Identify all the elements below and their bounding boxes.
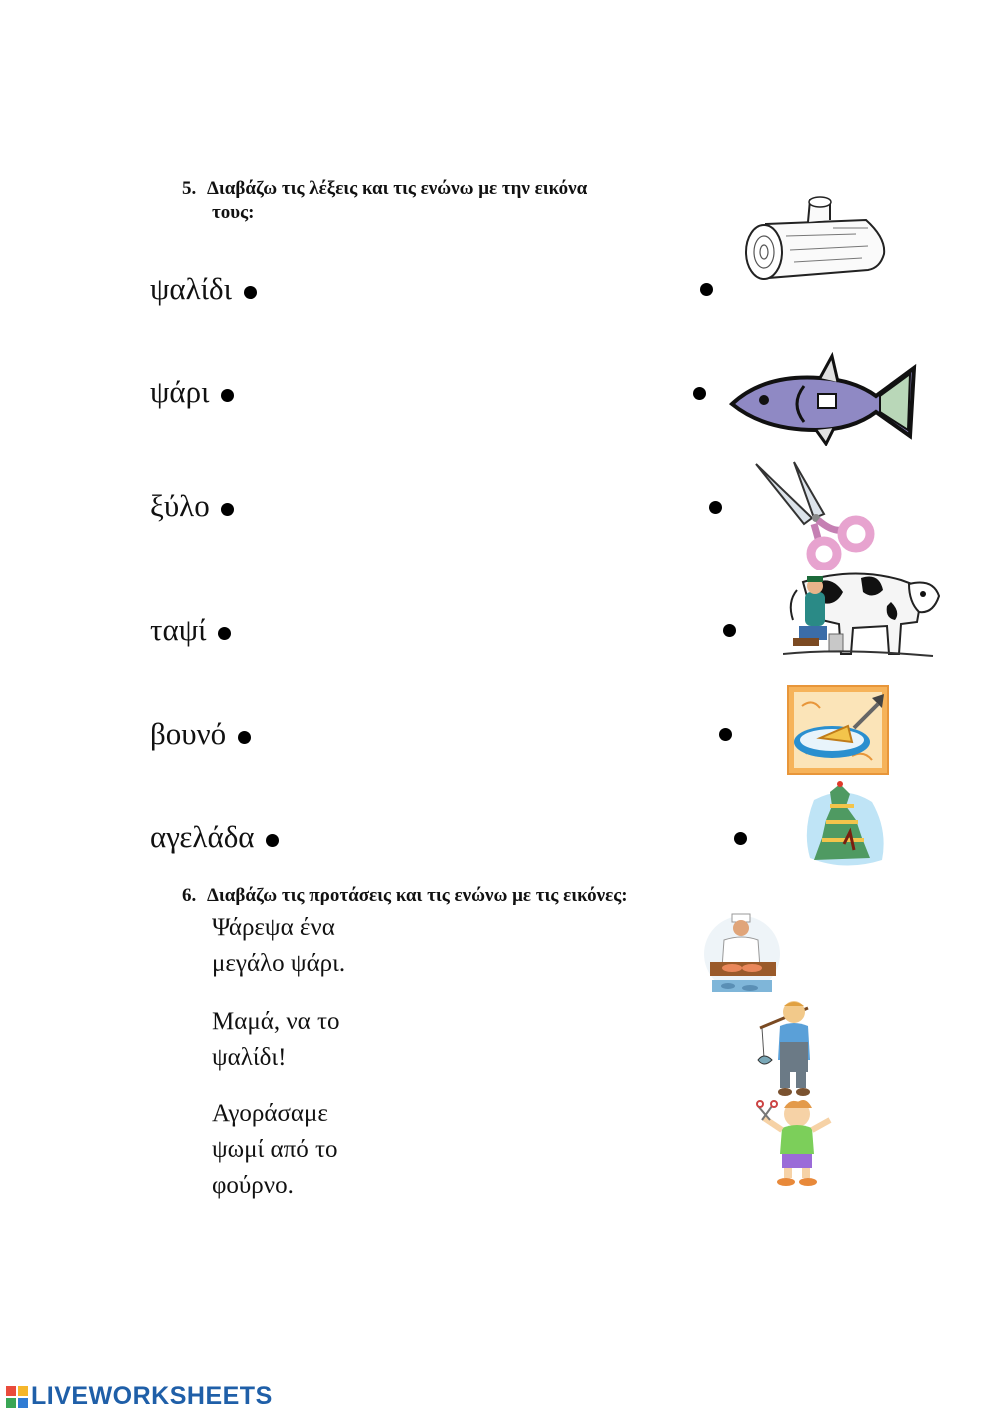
mountain-climber-icon [800, 780, 890, 868]
match-dot-left[interactable] [218, 627, 231, 640]
sentence-item [212, 1004, 340, 1076]
exercise-5-number: 5. [182, 178, 197, 199]
exercise-6-heading [182, 884, 628, 908]
match-dot-right[interactable] [693, 387, 706, 400]
word-label: βουνό [150, 716, 227, 751]
word-item [150, 716, 251, 752]
word-label: αγελάδα [150, 819, 255, 854]
word-label: ψάρι [150, 374, 210, 409]
word-label: ξύλο [150, 488, 210, 523]
sentence-item [212, 910, 345, 982]
fishmonger-icon [702, 910, 782, 1000]
match-dot-left[interactable] [244, 286, 257, 299]
boy-scissors-icon [754, 1096, 840, 1188]
match-dot-right[interactable] [709, 501, 722, 514]
word-label: ψαλίδι [150, 271, 232, 306]
match-dot-right[interactable] [734, 832, 747, 845]
logo-grid-icon [6, 1386, 28, 1408]
exercise-5-instruction: Διαβάζω τις λέξεις και τις ενώνω με την εικόνα [207, 178, 588, 199]
exercise-5-heading [182, 177, 742, 225]
log-icon [738, 194, 890, 286]
word-item [150, 612, 231, 648]
word-item [150, 271, 257, 307]
sentence-line: φούρνο. [212, 1172, 294, 1199]
sentence-item [212, 1096, 338, 1204]
sentence-line: Μαμά, να το [212, 1008, 340, 1035]
exercise-6-instruction: Διαβάζω τις προτάσεις και τις ενώνω με τις εικόνες: [207, 885, 628, 906]
scissors-icon [752, 458, 880, 570]
brand-name: LIVEWORKSHEETS [31, 1382, 273, 1410]
match-dot-right[interactable] [700, 283, 713, 296]
match-dot-left[interactable] [238, 731, 251, 744]
fish-icon [724, 352, 918, 446]
sentence-line: Ψάρεψα ένα [212, 914, 335, 941]
exercise-6-number: 6. [182, 885, 197, 906]
exercise-5-instruction-cont: τους: [212, 202, 255, 223]
word-item [150, 819, 279, 855]
sentence-line: Αγοράσαμε [212, 1100, 328, 1127]
boy-fishing-icon [750, 998, 826, 1098]
word-label: ταψί [150, 612, 207, 647]
sentence-line: ψαλίδι! [212, 1044, 287, 1071]
sentence-line: μεγάλο ψάρι. [212, 950, 346, 977]
sentence-line: ψωμί από το [212, 1136, 338, 1163]
baking-tray-pie-icon [786, 684, 890, 776]
match-dot-left[interactable] [221, 503, 234, 516]
cow-milking-icon [783, 562, 943, 660]
match-dot-right[interactable] [719, 728, 732, 741]
word-item [150, 488, 234, 524]
liveworksheets-logo [6, 1382, 273, 1411]
match-dot-left[interactable] [266, 834, 279, 847]
match-dot-right[interactable] [723, 624, 736, 637]
match-dot-left[interactable] [221, 389, 234, 402]
word-item [150, 374, 234, 410]
